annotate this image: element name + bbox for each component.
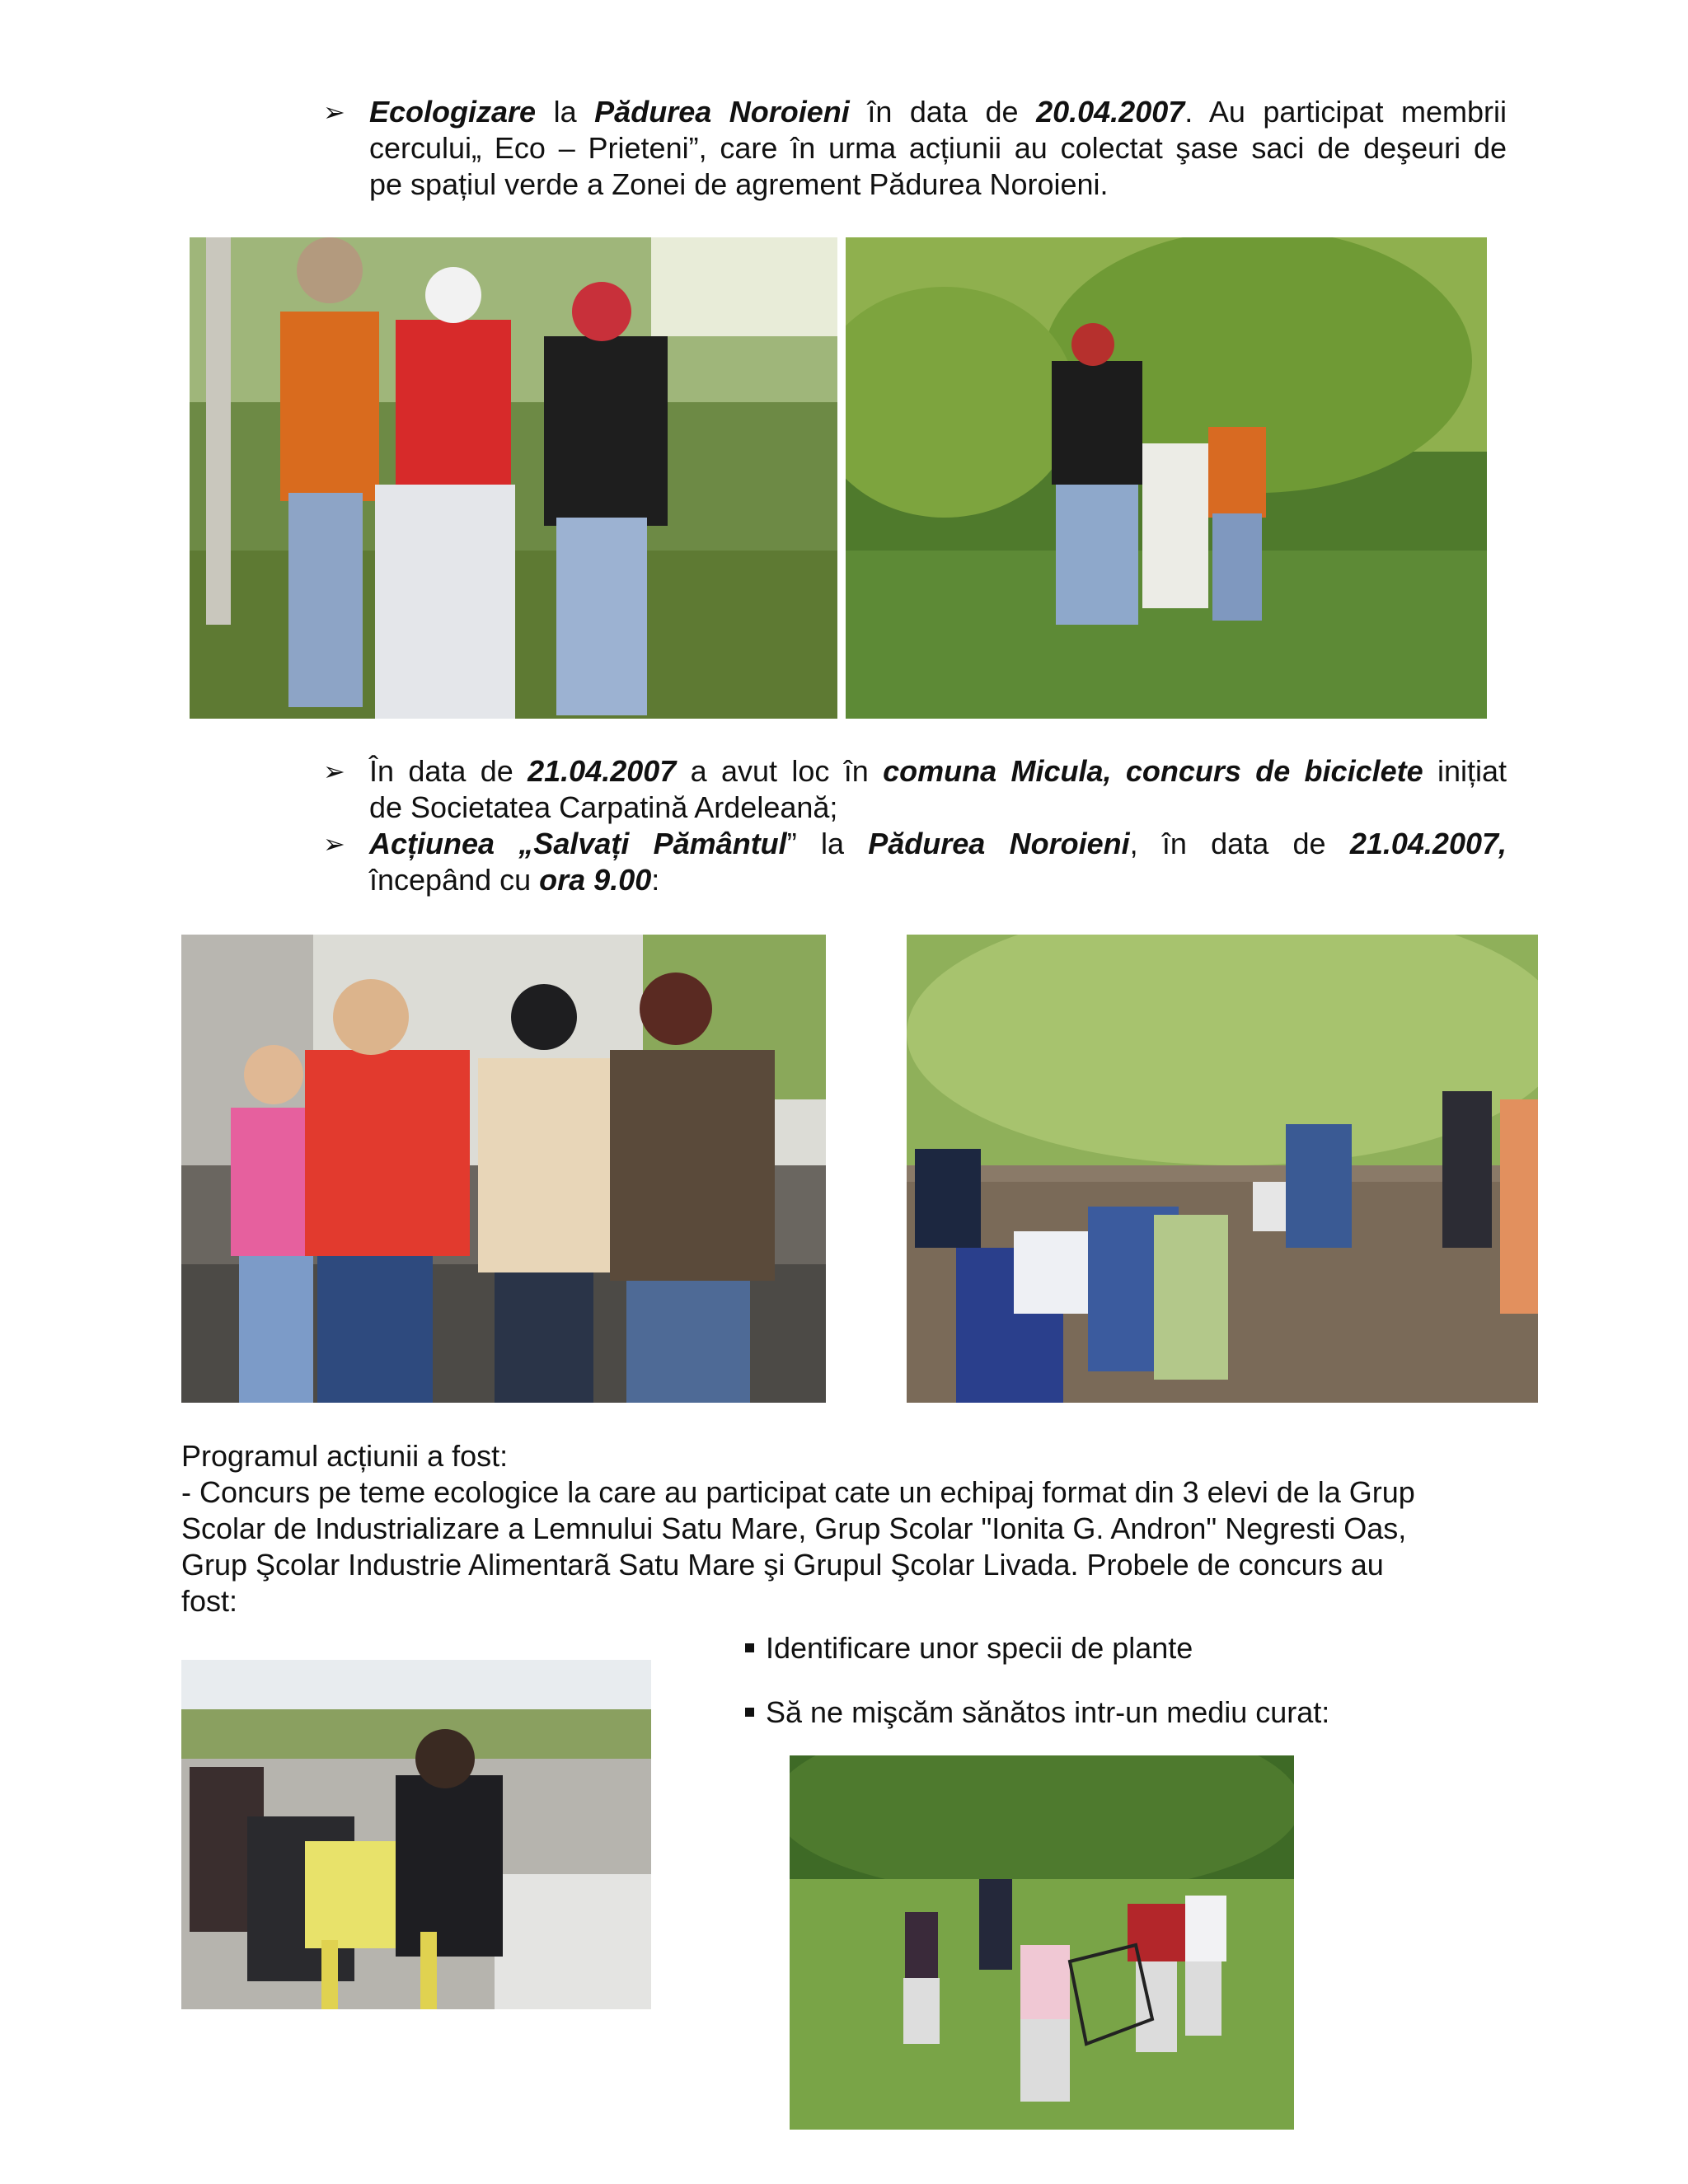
paragraph-line bbox=[369, 130, 1507, 166]
emphasized-text: Pădurea Noroieni bbox=[868, 827, 1130, 860]
emphasized-text: Acțiunea „Salvați Pământul bbox=[369, 827, 787, 860]
photo-teachers-and-child bbox=[181, 935, 826, 1403]
photo-students-in-grass bbox=[846, 237, 1487, 719]
text-run: în data de bbox=[849, 95, 1037, 129]
text-run: , în data de bbox=[1129, 827, 1350, 860]
paragraph-line bbox=[369, 753, 1507, 790]
emphasized-text: 20.04.2007 bbox=[1036, 95, 1185, 129]
photo-students-at-table bbox=[181, 1660, 651, 2009]
paragraph-line bbox=[369, 862, 1507, 898]
square-bullet-icon bbox=[745, 1708, 754, 1717]
paragraph-line bbox=[369, 790, 1507, 826]
emphasized-text: comuna Micula, concurs de biciclete bbox=[883, 754, 1423, 788]
bullet-text: Identificare unor specii de plante bbox=[766, 1631, 1193, 1665]
paragraph-line bbox=[369, 826, 1507, 862]
square-bullet-icon bbox=[745, 1643, 754, 1652]
salvati-pamantul-paragraph bbox=[369, 826, 1507, 898]
photo-sack-race bbox=[790, 1755, 1294, 2130]
emphasized-text: 21.04.2007 bbox=[528, 754, 677, 788]
bullet-identificare bbox=[745, 1630, 1193, 1666]
emphasized-text: ora 9.00 bbox=[539, 863, 652, 897]
text-run: inițiat bbox=[1423, 754, 1507, 788]
text-run: a avut loc în bbox=[676, 754, 884, 788]
text-run: ” la bbox=[786, 827, 869, 860]
program-description bbox=[181, 1438, 1500, 1619]
text-run: pe spațiul verde a Zonei de agrement Pădurea Noroieni. bbox=[369, 167, 1109, 201]
ecologizare-paragraph bbox=[369, 94, 1507, 203]
program-line: - Concurs pe teme ecologice la care au participat cate un echipaj format din 3 elevi de la Grup bbox=[181, 1475, 1415, 1509]
program-line: fost: bbox=[181, 1584, 238, 1618]
text-run: de Societatea Carpatină Ardeleană; bbox=[369, 790, 838, 824]
text-run: la bbox=[536, 95, 595, 129]
text-run: începând cu bbox=[369, 863, 540, 897]
program-line: Programul acțiunii a fost: bbox=[181, 1439, 509, 1473]
text-run: cercului„ Eco – Prieteni”, care în urma acțiunii au colectat şase saci de deşeuri de bbox=[369, 131, 1507, 165]
program-line: Grup Şcolar Industrie Alimentarã Satu Mare şi Grupul Şcolar Livada. Probele de concurs au bbox=[181, 1548, 1384, 1582]
photo-children-with-posters bbox=[907, 935, 1538, 1403]
paragraph-line bbox=[369, 166, 1507, 203]
emphasized-text: Ecologizare bbox=[369, 95, 537, 129]
arrow-bullet-icon: ➢ bbox=[323, 97, 345, 127]
photo-students-collecting-trash bbox=[190, 237, 837, 719]
arrow-bullet-icon: ➢ bbox=[323, 829, 345, 859]
emphasized-text: 21.04.2007, bbox=[1349, 827, 1507, 860]
arrow-bullet-icon: ➢ bbox=[323, 757, 345, 786]
bullet-miscam-sanatos bbox=[745, 1694, 1329, 1731]
micula-paragraph bbox=[369, 753, 1507, 826]
text-run: În data de bbox=[369, 754, 528, 788]
paragraph-line bbox=[369, 94, 1507, 130]
emphasized-text: Pădurea Noroieni bbox=[594, 95, 850, 129]
text-run: . Au participat membrii bbox=[1184, 95, 1507, 129]
text-run: : bbox=[651, 863, 660, 897]
bullet-text: Să ne mişcăm sănătos intr-un mediu curat: bbox=[766, 1695, 1330, 1729]
program-line: Scolar de Industrializare a Lemnului Satu Mare, Grup Scolar "Ionita G. Andron" Negresti Oas, bbox=[181, 1511, 1407, 1545]
